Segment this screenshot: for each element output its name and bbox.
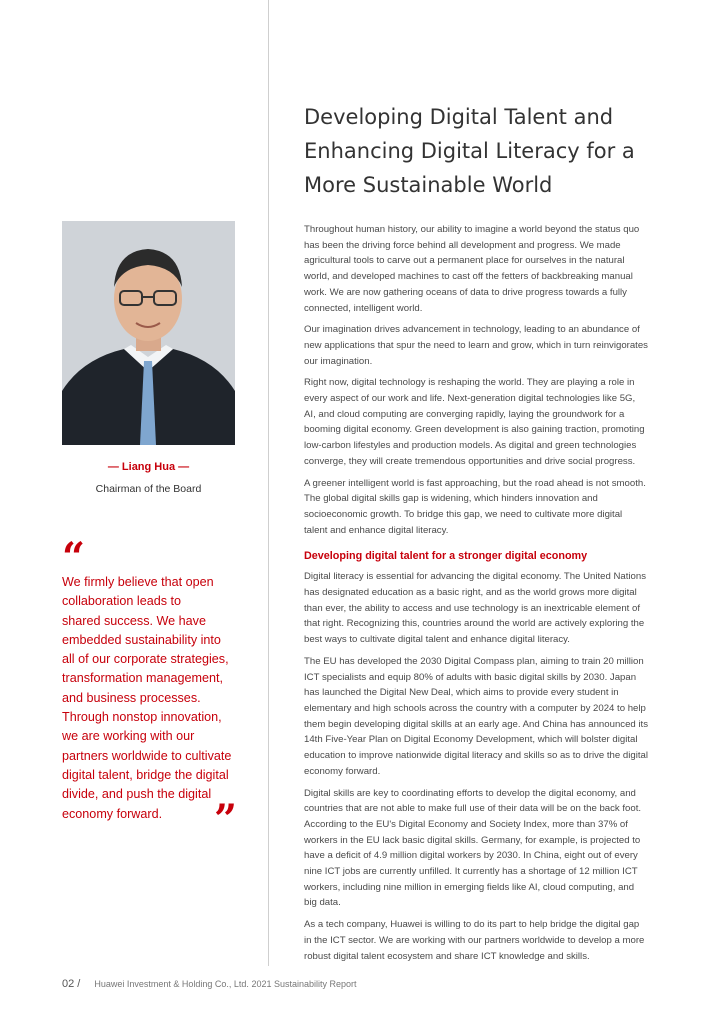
- body-paragraph: Our imagination drives advancement in technology, leading to an abundance of new applications that spur the need to learn and grow, which in turn reinvigorates our imagination.: [304, 324, 648, 367]
- body-paragraph: Right now, digital technology is reshaping the world. They are playing a role in every aspect of our work and life. Next-generation digital technologies like 5G, AI, and cloud computing are converging rapidly, laying the groundwork for a booming digital economy. Green development is also gaining traction, promoting low-carbon lifestyles and production models. As digital and green technologies converge, they will create tremendous opportunities and drive social progress.: [304, 377, 645, 467]
- quote-line: We firmly believe that open: [62, 575, 214, 589]
- portrait-photo: [62, 221, 235, 445]
- quote-line: Through nonstop innovation,: [62, 710, 222, 725]
- person-name: — Liang Hua —: [107, 461, 190, 473]
- page-footer: [62, 978, 357, 990]
- quote-line: digital talent, bridge the digital: [62, 767, 229, 782]
- body-paragraph: Digital skills are key to coordinating efforts to develop the digital economy, and countries that are not able to make full use of their data will be on the back foot. According to the EU's Digital Economy and Society Index, more than 37% of workers in the EU lack basic digital skills. Germany, for example, is projected to have a deficit of 4.9 million digital workers by 2030. In China, eight out of every nine ICT jobs are currently unfilled. It currently has a shortage of 12 million ICT workers, including nine million in emerging fields like AI, cloud computing, and big data.: [304, 787, 642, 909]
- body-paragraph: Digital literacy is essential for advancing the digital economy. The United Nations has designated education as a basic right, and as the world grows more digital than ever, the ability to access and use technology is an inextricable element of that right. Recognizing this, countries around the world are actively exploring the best ways to cultivate digital talent and enhance digital literacy.: [304, 571, 646, 646]
- title-line: Enhancing Digital Literacy for a: [304, 139, 635, 163]
- quote-line: transformation management,: [62, 671, 224, 686]
- article-body: [304, 222, 648, 970]
- quote-line: economy forward.: [62, 806, 163, 821]
- person-role: Chairman of the Board: [95, 483, 202, 495]
- section-heading: Developing digital talent for a stronger digital economy: [304, 550, 588, 563]
- quote-line: we are working with our: [62, 729, 195, 744]
- page-title: [304, 100, 684, 202]
- footer-text: Huawei Investment & Holding Co., Ltd. 2021 Sustainability Report: [94, 979, 357, 989]
- quote-open-icon: “: [62, 534, 86, 581]
- quote-line: embedded sustainability into: [62, 632, 221, 647]
- quote-line: shared success. We have: [62, 613, 206, 628]
- quote-line: all of our corporate strategies,: [62, 652, 229, 667]
- quote-line: and business processes.: [62, 690, 201, 705]
- body-paragraph: A greener intelligent world is fast approaching, but the road ahead is not smooth. The global digital skills gap is widening, which hinders innovation and socioeconomic growth. To bridge this gap, we need to cultivate more digital talent and enhance digital literacy.: [304, 477, 646, 536]
- page-number: 02 /: [62, 978, 81, 990]
- pull-quote: [62, 573, 272, 824]
- quote-close-icon: ”: [214, 796, 238, 843]
- quote-line: collaboration leads to: [62, 594, 182, 609]
- body-paragraph: The EU has developed the 2030 Digital Compass plan, aiming to train 20 million ICT specialists and equip 80% of adults with basic digital skills by 2030. Japan has launched the Digital New Deal, which aims to provide every student in elementary and high schools across the country with a computer by 2024 to help them begin developing digital skills at an early age. And China has announced its 14th Five-Year Plan on Digital Economy Development, which will bolster digital education to improve nationwide digital literacy and skills so as to drive the digital economy forward.: [304, 655, 649, 777]
- title-line: More Sustainable World: [304, 173, 553, 197]
- body-paragraph: Throughout human history, our ability to imagine a world beyond the status quo has been the driving force behind all development and progress. We made agricultural tools to carve out a permanent place for ourselves in the natural world, and developed machines to cast off the fetters of backbreaking manual work. We are now gathering oceans of data to drive progress towards a fully connected, intelligent world.: [304, 224, 640, 314]
- quote-line: partners worldwide to cultivate: [62, 748, 232, 763]
- title-line: Developing Digital Talent and: [304, 105, 614, 129]
- quote-line: divide, and push the digital: [62, 787, 212, 802]
- body-paragraph: As a tech company, Huawei is willing to do its part to help bridge the digital gap in the ICT sector. We are working with our partners worldwide to develop a more robust digital talent ecosystem and share ICT knowledge and skills.: [304, 919, 645, 962]
